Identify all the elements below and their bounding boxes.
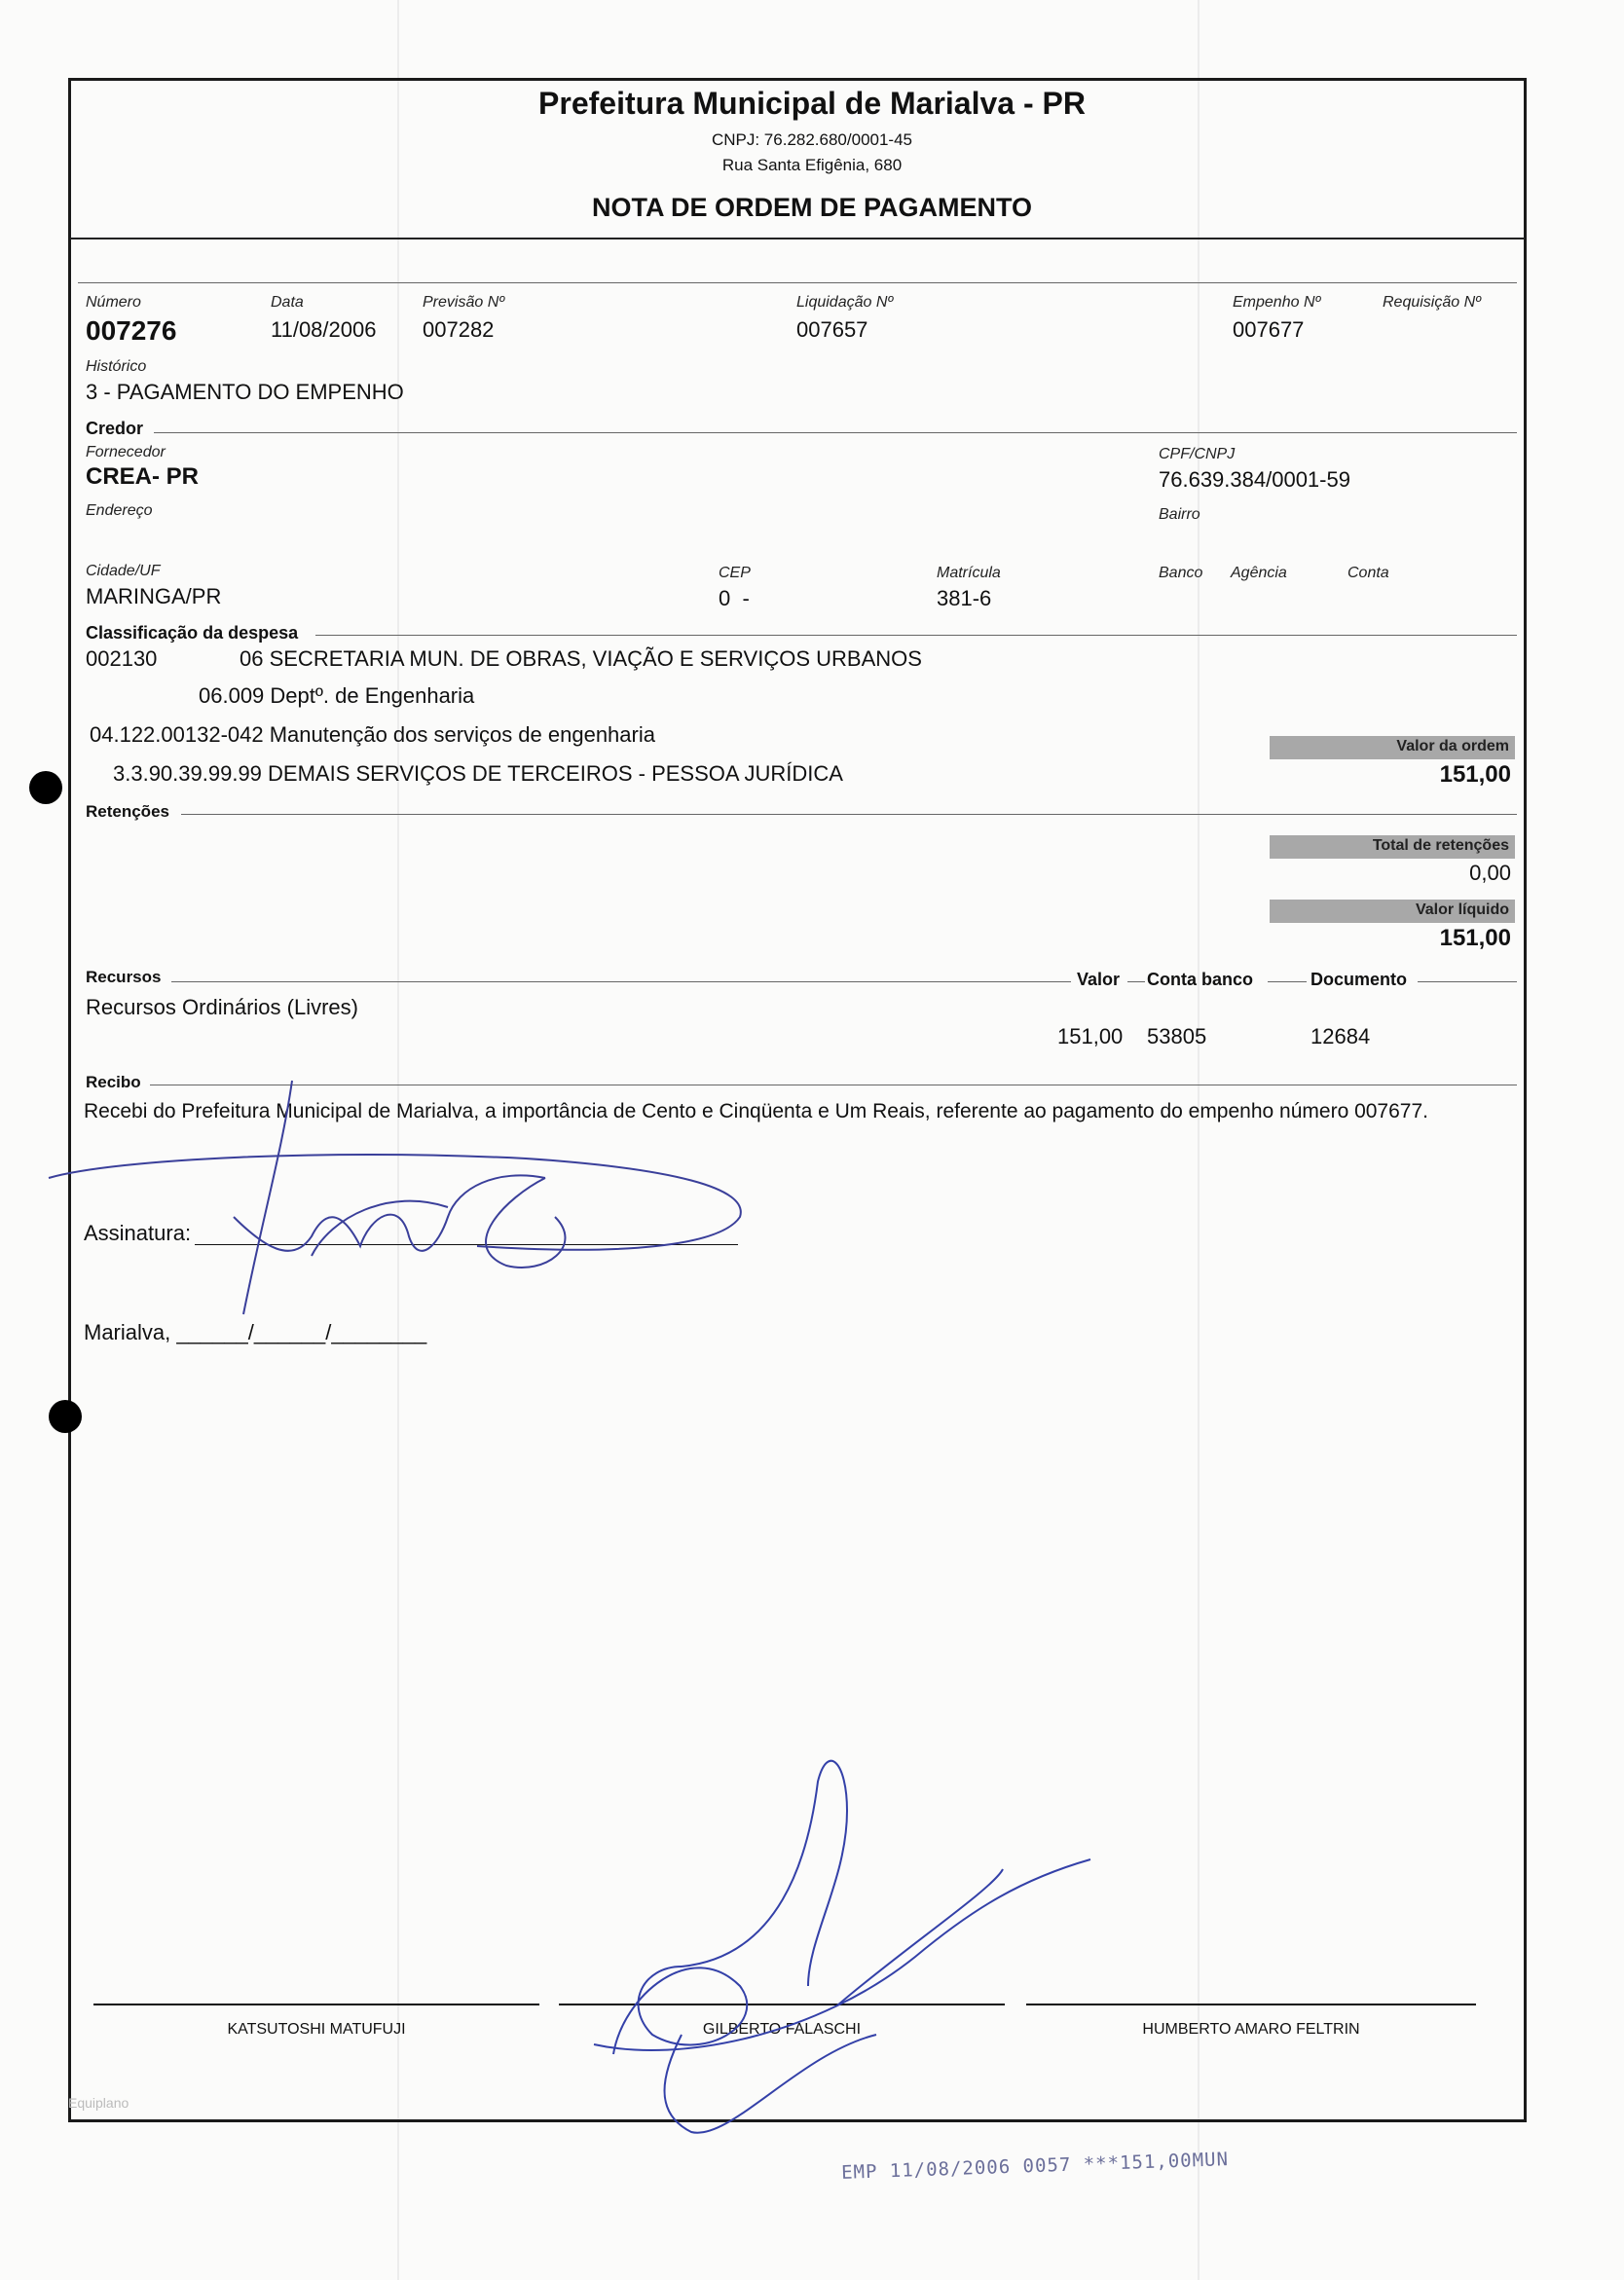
signatory-1-name: KATSUTOSHI MATUFUJI [227,2021,406,2038]
empenho-value: 007677 [1233,317,1305,342]
recursos-conta-banco: 53805 [1147,1024,1207,1048]
cpf-cnpj-label: CPF/CNPJ [1159,446,1236,462]
punch-hole-top [29,771,62,804]
endereco-label: Endereço [86,502,153,519]
historico-value: 3 - PAGAMENTO DO EMPENHO [86,380,404,404]
address-line: Rua Santa Efigênia, 680 [721,156,903,174]
header-divider [70,238,1525,239]
recursos-rule [171,981,1071,982]
documento-column-label: Documento [1310,970,1407,989]
valor-liquido-value: 151,00 [1439,925,1511,951]
signatory-signature [584,1743,1129,2151]
recursos-documento: 12684 [1310,1024,1371,1048]
banco-label: Banco [1159,565,1203,581]
recursos-fonte: Recursos Ordinários (Livres) [86,995,358,1019]
elemento-text: 3.3.90.39.99.99 DEMAIS SERVIÇOS DE TERCEIROS - PESSOA JURÍDICA [113,761,843,786]
cep-label: CEP [719,565,751,581]
recursos-rule-4 [1418,981,1517,982]
valor-column-label: Valor [1077,970,1121,989]
signatory-2-name: GILBERTO FALASCHI [702,2021,862,2038]
historico-label: Histórico [86,358,147,375]
cep-value: 0 - [719,586,750,610]
liquidacao-label: Liquidação Nº [796,294,894,311]
assinatura-label: Assinatura: [84,1221,192,1245]
valor-ordem-value: 151,00 [1439,761,1511,788]
cpf-cnpj-value: 76.639.384/0001-59 [1159,467,1350,492]
recursos-valor: 151,00 [1057,1024,1124,1048]
info-top-rule [78,282,1517,283]
fornecedor-label: Fornecedor [86,444,166,460]
classificacao-rule [315,635,1517,636]
total-retencoes-label: Total de retenções [1270,835,1515,859]
matricula-label: Matrícula [937,565,1001,581]
data-value: 11/08/2006 [271,317,377,342]
local-data-line: Marialva, ______/______/________ [84,1320,427,1344]
numero-label: Número [86,294,141,311]
previsao-label: Previsão Nº [423,294,505,311]
recibo-section-label: Recibo [86,1073,141,1091]
departamento-text: 06.009 Deptº. de Engenharia [199,683,475,708]
conta-label: Conta [1347,565,1389,581]
bairro-label: Bairro [1159,506,1200,523]
recursos-rule-2 [1127,981,1145,982]
empenho-label: Empenho Nº [1233,294,1321,311]
page-title: Prefeitura Municipal de Marialva - PR [538,86,1086,121]
valor-ordem-label: Valor da ordem [1270,736,1515,759]
recursos-section-label: Recursos [86,968,162,986]
vendor-mark: Equiplano [68,2095,129,2111]
valor-liquido-label: Valor líquido [1270,900,1515,923]
recibo-signature [39,1071,915,1324]
agencia-label: Agência [1231,565,1287,581]
signatory-3-name: HUMBERTO AMARO FELTRIN [1142,2021,1360,2038]
cnpj-line: CNPJ: 76.282.680/0001-45 [711,130,913,149]
cidade-value: MARINGA/PR [86,584,222,608]
retencoes-rule [181,814,1517,815]
previsao-value: 007282 [423,317,495,342]
retencoes-section-label: Retenções [86,802,169,821]
credor-rule [154,432,1517,433]
liquidacao-value: 007657 [796,317,868,342]
matricula-value: 381-6 [937,586,992,610]
fornecedor-value: CREA- PR [86,463,200,490]
recibo-text: Recebi do Prefeitura Municipal de Marialva, a importância de Cento e Cinqüenta e Um Reais, referente ao pagamento do empenho número 007677. [84,1100,1428,1122]
recursos-rule-3 [1268,981,1307,982]
bank-stamp: EMP 11/08/2006 0057 ***151,00MUN [840,2149,1230,2184]
credor-section-label: Credor [86,419,144,438]
secretaria-text: 06 SECRETARIA MUN. DE OBRAS, VIAÇÃO E SERVIÇOS URBANOS [240,646,922,671]
conta-banco-column-label: Conta banco [1147,970,1254,989]
requisicao-label: Requisição Nº [1383,294,1481,311]
numero-value: 007276 [86,315,177,346]
total-retencoes-value: 0,00 [1469,861,1511,885]
signature-line-1 [93,2004,539,2005]
cidade-label: Cidade/UF [86,563,161,579]
classificacao-section-label: Classificação da despesa [86,623,299,643]
punch-hole-bottom [49,1400,82,1433]
classificacao-code: 002130 [86,646,158,671]
document-title: NOTA DE ORDEM DE PAGAMENTO [591,193,1032,222]
programa-text: 04.122.00132-042 Manutenção dos serviços de engenharia [90,722,655,747]
data-label: Data [271,294,304,311]
